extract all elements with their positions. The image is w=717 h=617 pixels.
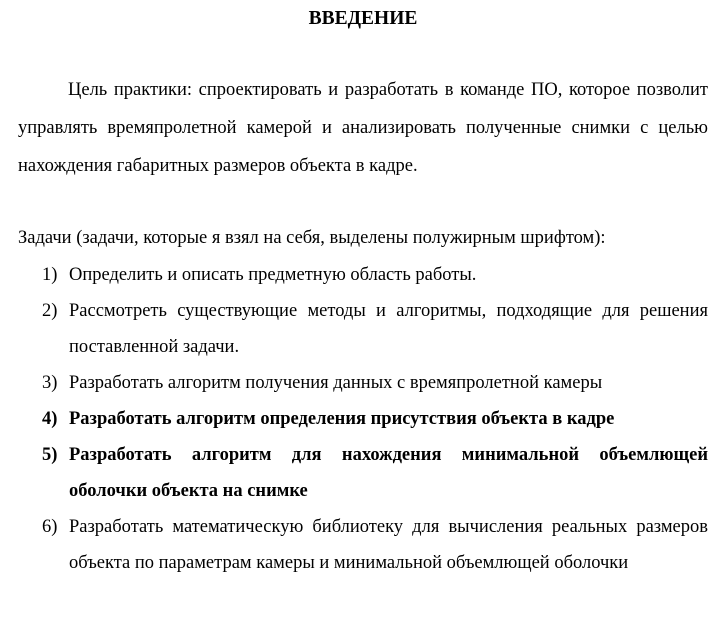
task-text: Рассмотреть существующие методы и алгоритмы, подходящие для решения поставленной задачи.: [69, 301, 708, 357]
task-text: Определить и описать предметную область работы.: [69, 265, 477, 285]
task-text: Разработать алгоритм получения данных с времяпролетной камеры: [69, 373, 603, 393]
task-item-3: [18, 365, 708, 401]
tasks-intro: Задачи (задачи, которые я взял на себя, выделены полужирным шрифтом):: [18, 228, 606, 248]
task-item-1: [18, 257, 708, 293]
task-item-2: [18, 293, 708, 365]
tasks-list: [18, 257, 708, 581]
document-page: [18, 0, 708, 581]
task-number: 4): [42, 409, 58, 429]
task-number: 5): [42, 445, 58, 465]
document-title: ВВЕДЕНИЕ: [308, 8, 418, 29]
task-number: 3): [42, 373, 58, 393]
goal-paragraph: Цель практики: спроектировать и разработать в команде ПО, которое позволит управлять времяпролетной камерой и анализировать полученные снимки с целью нахождения габаритных размеров объекта в кадре.: [18, 80, 708, 176]
task-item-5: [18, 437, 708, 509]
task-item-4: [18, 401, 708, 437]
task-number: 6): [42, 517, 58, 537]
task-number: 1): [42, 265, 58, 285]
task-text: Разработать алгоритм определения присутствия объекта в кадре: [69, 409, 615, 429]
task-item-6: [18, 509, 708, 581]
task-text: Разработать алгоритм для нахождения минимальной объемлющей оболочки объекта на снимке: [69, 445, 708, 501]
task-number: 2): [42, 301, 58, 321]
task-text: Разработать математическую библиотеку для вычисления реальных размеров объекта по параметрам камеры и минимальной объемлющей оболочки: [69, 517, 708, 573]
